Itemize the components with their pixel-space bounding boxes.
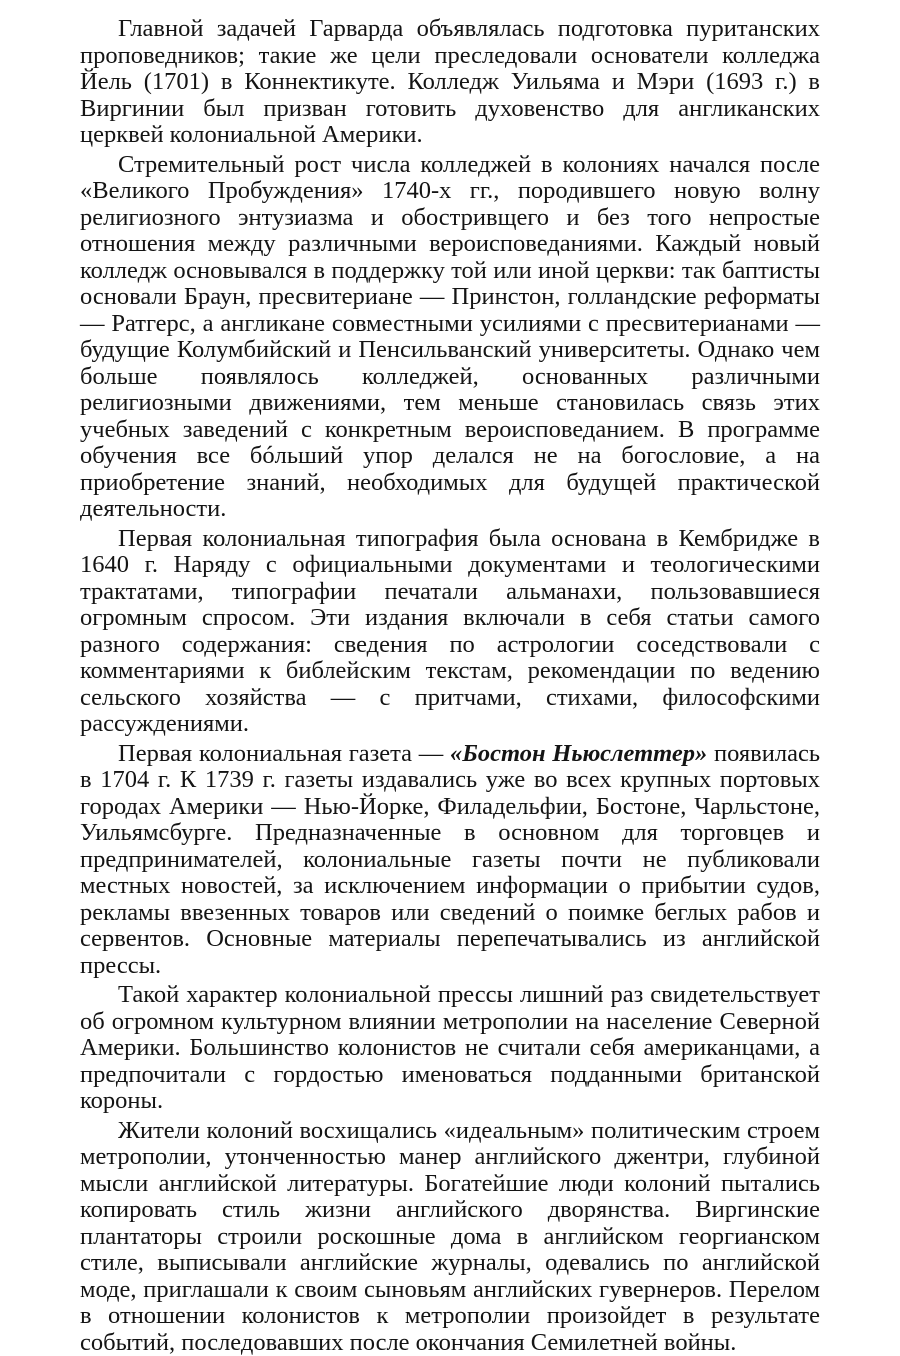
- paragraph: Главной задачей Гарварда объявлялась подготовка пуританских проповедников; такие же цели преследовали основатели колледжа Йель (1701) в Коннектикуте. Колледж Уильяма и Мэри (1693 г.) в Виргинии был призван готовить духовенство для англиканских церквей колониальной Америки.: [80, 16, 820, 149]
- paragraph-text: появилась в 1704 г. К 1739 г. газеты издавались уже во всех крупных портовых городах Америки — Нью-Йорке, Филадельфии, Бостоне, Чарльстоне, Уильямсбурге. Предназначенные в основном для торговцев и предпринимателей, колониальные газеты почти не публиковали местных новостей, за исключением информации о прибытии судов, рекламы ввезенных товаров или сведений о поимке беглых рабов и сервентов. Основные материалы перепечатывались из английской прессы.: [80, 740, 820, 979]
- newspaper-title: «Бостон Ньюслеттер»: [450, 740, 707, 767]
- paragraph: Жители колоний восхищались «идеальным» политическим строем метрополии, утонченностью манер английского джентри, глубиной мысли английской литературы. Богатейшие люди колоний пытались копировать стиль жизни английского дворянства. Виргинские плантаторы строили роскошные дома в английском георгианском стиле, выписывали английские журналы, одевались по английской моде, приглашали к своим сыновьям английских гувернеров. Перелом в отношении колонистов к метрополии произойдет в результате событий, последовавших после окончания Семилетней войны.: [80, 1118, 820, 1356]
- paragraph: Такой характер колониальной прессы лишний раз свидетельствует об огромном культурном влиянии метрополии на население Северной Америки. Большинство колонистов не считали себя американцами, а предпочитали с гордостью именоваться подданными британской короны.: [80, 982, 820, 1115]
- paragraph: [80, 741, 820, 980]
- paragraph: Стремительный рост числа колледжей в колониях начался после «Великого Пробуждения» 1740-х гг., породившего новую волну религиозного энтузиазма и обостривщего и без того непростые отношения между различными вероисповеданиями. Каждый новый колледж основывался в поддержку той или иной церкви: так баптисты основали Браун, пресвитериане — Принстон, голландские реформаты — Ратгерс, а англикане совместными усилиями с пресвитерианами — будущие Колумбийский и Пенсильванский университеты. Однако чем больше появлялось колледжей, основанных различными религиозными движениями, тем меньше становилась связь этих учебных заведений с конкретным вероисповеданием. В программе обучения все бóльший упор делался не на богословие, а на приобретение знаний, необходимых для будущей практической деятельности.: [80, 152, 820, 523]
- paragraph-text: Первая колониальная газета —: [118, 740, 450, 767]
- paragraph: Первая колониальная типография была основана в Кембридже в 1640 г. Наряду с официальными документами и теологическими трактатами, типографии печатали альманахи, пользовавшиеся огромным спросом. Эти издания включали в себя статьи самого разного содержания: сведения по астрологии соседствовали с комментариями к библейским текстам, рекомендации по ведению сельского хозяйства — с притчами, стихами, философскими рассуждениями.: [80, 526, 820, 738]
- page-text: [80, 16, 820, 1356]
